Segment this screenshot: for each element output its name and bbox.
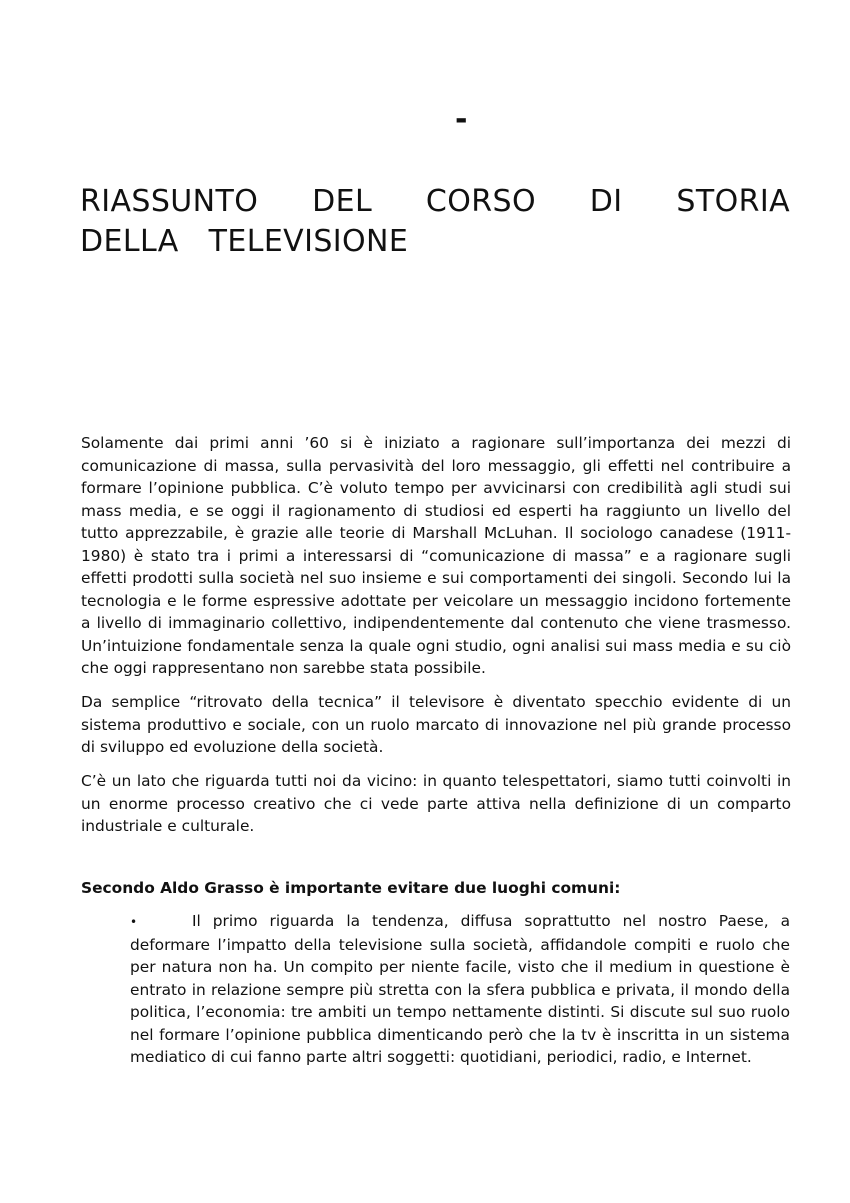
header-dash: - (455, 102, 468, 137)
paragraph-televisore: Da semplice “ritrovato della tecnica” il televisore è diventato specchio evidente di un sistema produttivo e sociale, con un ruolo marcato di innovazione nel più grande processo di sviluppo ed evoluzione della società. (81, 693, 791, 756)
document-title: RIASSUNTO DEL CORSO DI STORIA DELLA TELEVISIONE (80, 184, 790, 259)
bullet-icon: • (130, 915, 138, 929)
paragraph-intro: Solamente dai primi anni ’60 si è iniziato a ragionare sull’importanza dei mezzi di comunicazione di massa, sulla pervasività del loro messaggio, gli effetti nel contribuire a formare l’opinione pubblica. C’è voluto tempo per avvicinarsi con credibilità agli studi sui mass media, e se oggi il ragionamento di studiosi ed esperti ha raggiunto un livello del tutto apprezzabile, è grazie alle teorie di Marshall McLuhan. Il sociologo canadese (1911-1980) è stato tra i primi a interessarsi di “comunicazione di massa” e a ragionare sugli effetti prodotti sulla società nel suo insieme e sui comportamenti dei singoli. Secondo lui la tecnologia e le forme espressive adottate per veicolare un messaggio incidono fortemente a livello di immaginario collettivo, indipendentemente dal contenuto che viene trasmesso. Un’intuizione fondamentale senza la quale ogni studio, ogni analisi sui mass media e su ciò che oggi rappresentano non sarebbe stata possibile. (81, 434, 791, 677)
paragraph-telespettatori: C’è un lato che riguarda tutti noi da vicino: in quanto telespettatori, siamo tutti coinvolti in un enorme processo creativo che ci vede parte attiva nella definizione di un comparto industriale e culturale. (81, 772, 791, 835)
bullet-item (130, 910, 790, 1069)
bullet-text: Il primo riguarda la tendenza, diffusa soprattutto nel nostro Paese, a deformare l’impatto della televisione sulla società, affidandole compiti e ruolo che per natura non ha. Un compito per niente facile, visto che il medium in questione è entrato in relazione sempre più stretta con la sfera pubblica e privata, il mondo della politica, l’economia: tre ambiti un tempo nettamente distinti. Si discute sul suo ruolo nel formare l’opinione pubblica dimenticando però che la tv è inscritta in un sistema mediatico di cui fanno parte altri soggetti: quotidiani, periodici, radio, e Internet. (130, 912, 790, 1066)
section-heading: Secondo Aldo Grasso è importante evitare due luoghi comuni: (81, 879, 621, 897)
